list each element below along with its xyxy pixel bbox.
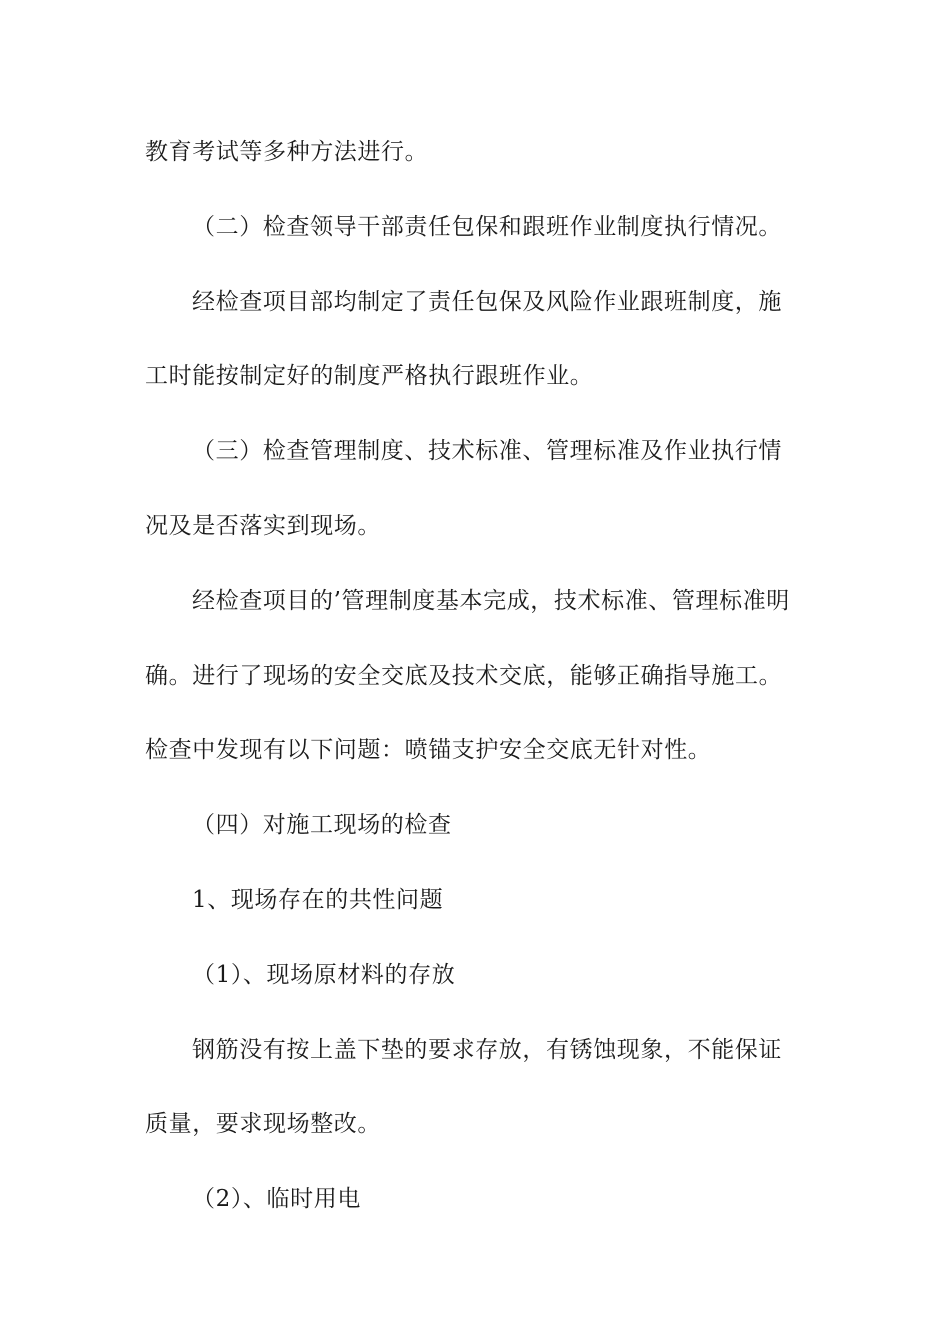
text-line: 质量，要求现场整改。 — [145, 1111, 381, 1137]
section-heading-2: （二）检查领导干部责任包保和跟班作业制度执行情况。 — [192, 214, 782, 240]
section-heading-3: （三）检查管理制度、技术标准、管理标准及作业执行情 — [192, 438, 782, 464]
text-line: 经检查项目部均制定了责任包保及风险作业跟班制度，施 — [192, 289, 782, 315]
section-heading-4: （四）对施工现场的检查 — [192, 812, 452, 838]
subheading-1: 1、现场存在的共性问题 — [192, 887, 444, 913]
item-heading-1: （1）、现场原材料的存放 — [192, 962, 456, 988]
text-line: 工时能按制定好的制度严格执行跟班作业。 — [145, 363, 594, 389]
text-line: 教育考试等多种方法进行。 — [145, 139, 429, 165]
text-line: 检查中发现有以下问题：喷锚支护安全交底无针对性。 — [145, 737, 712, 763]
text-line: 钢筋没有按上盖下垫的要求存放，有锈蚀现象，不能保证 — [192, 1037, 782, 1063]
text-line: 况及是否落实到现场。 — [145, 513, 381, 539]
text-line: 确。进行了现场的安全交底及技术交底，能够正确指导施工。 — [145, 663, 783, 689]
text-line: 经检查项目的’管理制度基本完成，技术标准、管理标准明 — [192, 588, 790, 614]
item-heading-2: （2）、临时用电 — [192, 1186, 361, 1212]
